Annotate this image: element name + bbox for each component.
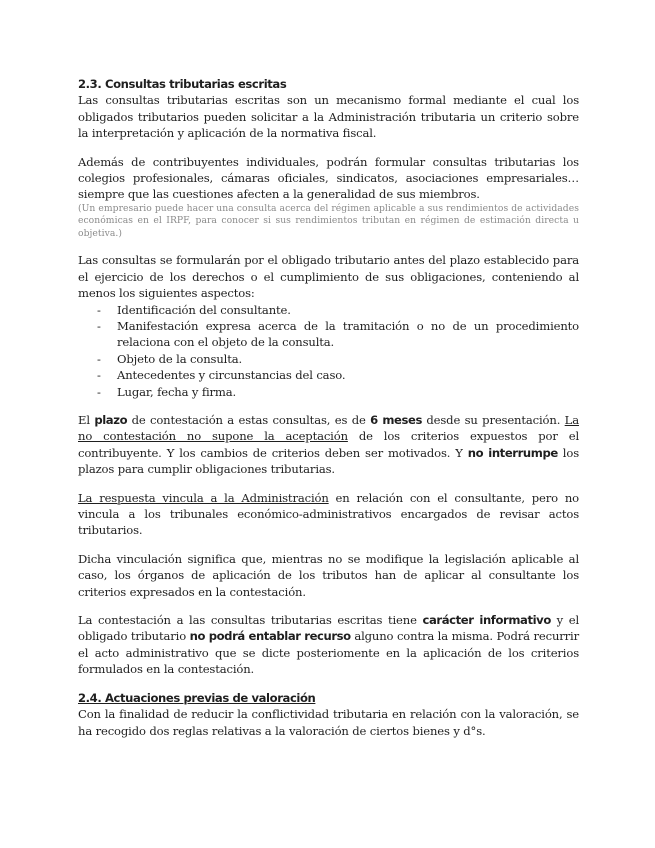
- paragraph-informative-character: [78, 612, 579, 678]
- text-run: de los criterios expuestos por el contribuyente. Y los cambios de criterios deben ser motivados. Y: [78, 429, 579, 460]
- list-item: - Identificación del consultante.: [78, 302, 579, 318]
- text-run: los plazos para cumplir obligaciones tributarias.: [78, 445, 579, 477]
- paragraph-intro: Las consultas tributarias escritas son un mecanismo formal mediante el cual los obligados tributarios pueden solicitar a la Administración tributaria un criterio sobre la interpretación y aplicación de la normativa fiscal.: [78, 93, 579, 141]
- paragraph-valuation-intro: Con la finalidad de reducir la conflictividad tributaria en relación con la valoración, se ha recogido dos reglas relativas a la valoración de ciertos bienes y d°s.: [78, 707, 579, 738]
- underlined-phrase: La respuesta vincula a la Administración: [78, 490, 329, 505]
- section-heading-2-4: 2.4. Actuaciones previas de valoración: [78, 690, 316, 705]
- paragraph-requirements: Las consultas se formularán por el obligado tributario antes del plazo establecido para el ejercicio de los derechos o el cumplimiento de sus obligaciones, conteniendo al menos los siguientes aspectos:: [78, 253, 579, 301]
- list-item: - Manifestación expresa acerca de la tramitación o no de un procedimiento relaciona con el objeto de la consulta.: [78, 318, 579, 351]
- text-run: y el obligado tributario: [78, 613, 579, 644]
- bold-term-no-interrumpe: no interrumpe: [467, 445, 558, 460]
- list-item: - Objeto de la consulta.: [78, 351, 579, 367]
- text-run: en relación con el consultante, pero no vincula a los tribunales económico-administrativos encargados de revisar actos tributarios.: [78, 490, 579, 538]
- aspects-list: [78, 302, 579, 400]
- list-item: - Lugar, fecha y firma.: [78, 384, 579, 400]
- text-run: de contestación a estas consultas, es de: [127, 413, 371, 427]
- paragraph-binding: [78, 490, 579, 539]
- section-heading-2-3: 2.3. Consultas tributarias escritas: [78, 77, 287, 91]
- bold-term-caracter-informativo: carácter informativo: [422, 613, 551, 628]
- text-run: La contestación a las consultas tributarias escritas tiene: [78, 613, 423, 628]
- bold-term-no-podra-entablar-recurso: no podrá entablar recurso: [189, 629, 351, 644]
- text-run: El: [78, 413, 95, 427]
- bold-term-6-meses: 6 meses: [370, 413, 422, 427]
- paragraph-deadline: [78, 412, 579, 478]
- example-note: (Un empresario puede hacer una consulta acerca del régimen aplicable a sus rendimientos de actividades económicas en el IRPF, para conocer si sus rendimientos tributan en régimen de estimación directa u objetiva.): [78, 202, 579, 239]
- underlined-phrase: La no contestación no supone la aceptación: [78, 413, 579, 444]
- text-run: alguno contra la misma. Podrá recurrir el acto administrativo que se dicte posteriomente en la aplicación de los criterios formulados en la contestación.: [78, 629, 579, 677]
- list-item: - Antecedentes y circunstancias del caso.: [78, 367, 579, 383]
- paragraph-binding-meaning: Dicha vinculación significa que, mientras no se modifique la legislación aplicable al caso, los órganos de aplicación de los tributos han de aplicar al consultante los criterios expresados en la contestación.: [78, 551, 579, 599]
- bold-term-plazo: plazo: [94, 413, 128, 427]
- text-run: desde su presentación.: [421, 413, 565, 427]
- paragraph-contributors: Además de contribuyentes individuales, podrán formular consultas tributarias los colegios profesionales, cámaras oficiales, sindicatos, asociaciones empresariales… siempre que las cuestiones afecten a la generalidad de sus miembros.: [78, 154, 579, 202]
